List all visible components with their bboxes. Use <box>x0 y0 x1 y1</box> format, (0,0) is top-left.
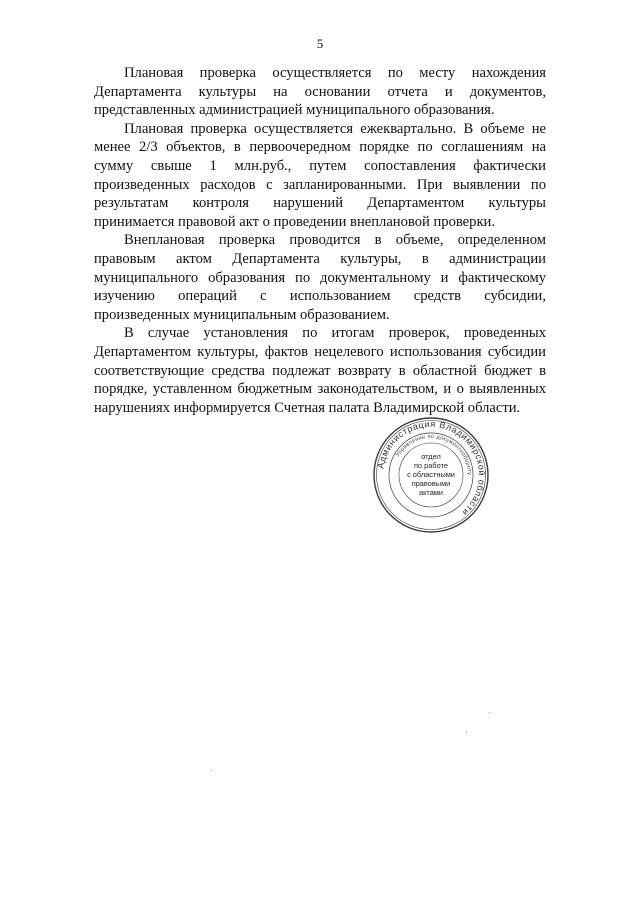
stamp-center-line: актами <box>418 488 444 497</box>
scan-speck <box>211 770 212 771</box>
stamp-center-line: правовыми <box>411 479 451 488</box>
official-stamp <box>372 416 490 534</box>
paragraph-1: Плановая проверка осуществляется по месту нахождения Департамента культуры на основании отчета и документов, представленных администрацией муниципального образования. <box>94 65 546 119</box>
stamp-center-text <box>372 452 490 497</box>
paragraph-2: Плановая проверка осуществляется ежеквартально. В объеме не менее 2/3 объектов, в первоочередном порядке по соглашениям на сумму свыше 1 млн.руб., путем сопоставления фактически произведенных расходов с запланированными. При выявлении по результатам контроля нарушений Департаментом культуры принимается правовой акт о проведении внеплановой проверки. <box>94 120 546 230</box>
stamp-middle-text: Управление по документообороту <box>395 433 473 476</box>
paragraph-3: Внеплановая проверка проводится в объеме, определенном правовым актом Департамента культуры, в администрации муниципального образования по документальному и фактическому изучению операций с использованием средств субсидии, произведенных муниципальным образованием. <box>94 232 546 323</box>
stamp-center-line: отдел <box>421 452 441 461</box>
stamp-center-line: с областными <box>407 470 455 479</box>
page-number: 5 <box>316 36 324 51</box>
document-body <box>94 64 546 417</box>
stamp-center-line: по работе <box>414 461 448 470</box>
stamp-outer-text: Администрация Владимирской области <box>375 418 488 519</box>
paragraph-4: В случае установления по итогам проверок, проведенных Департаментом культуры, фактов нецелевого использования субсидии соответствующие средства подлежат возврату в областной бюджет в порядке, уставленном бюджетным законодательством, и о выявленных нарушениях информируется Счетная палата Владимирской области. <box>94 325 546 416</box>
scan-speck <box>466 732 467 733</box>
scan-speck <box>489 712 490 713</box>
